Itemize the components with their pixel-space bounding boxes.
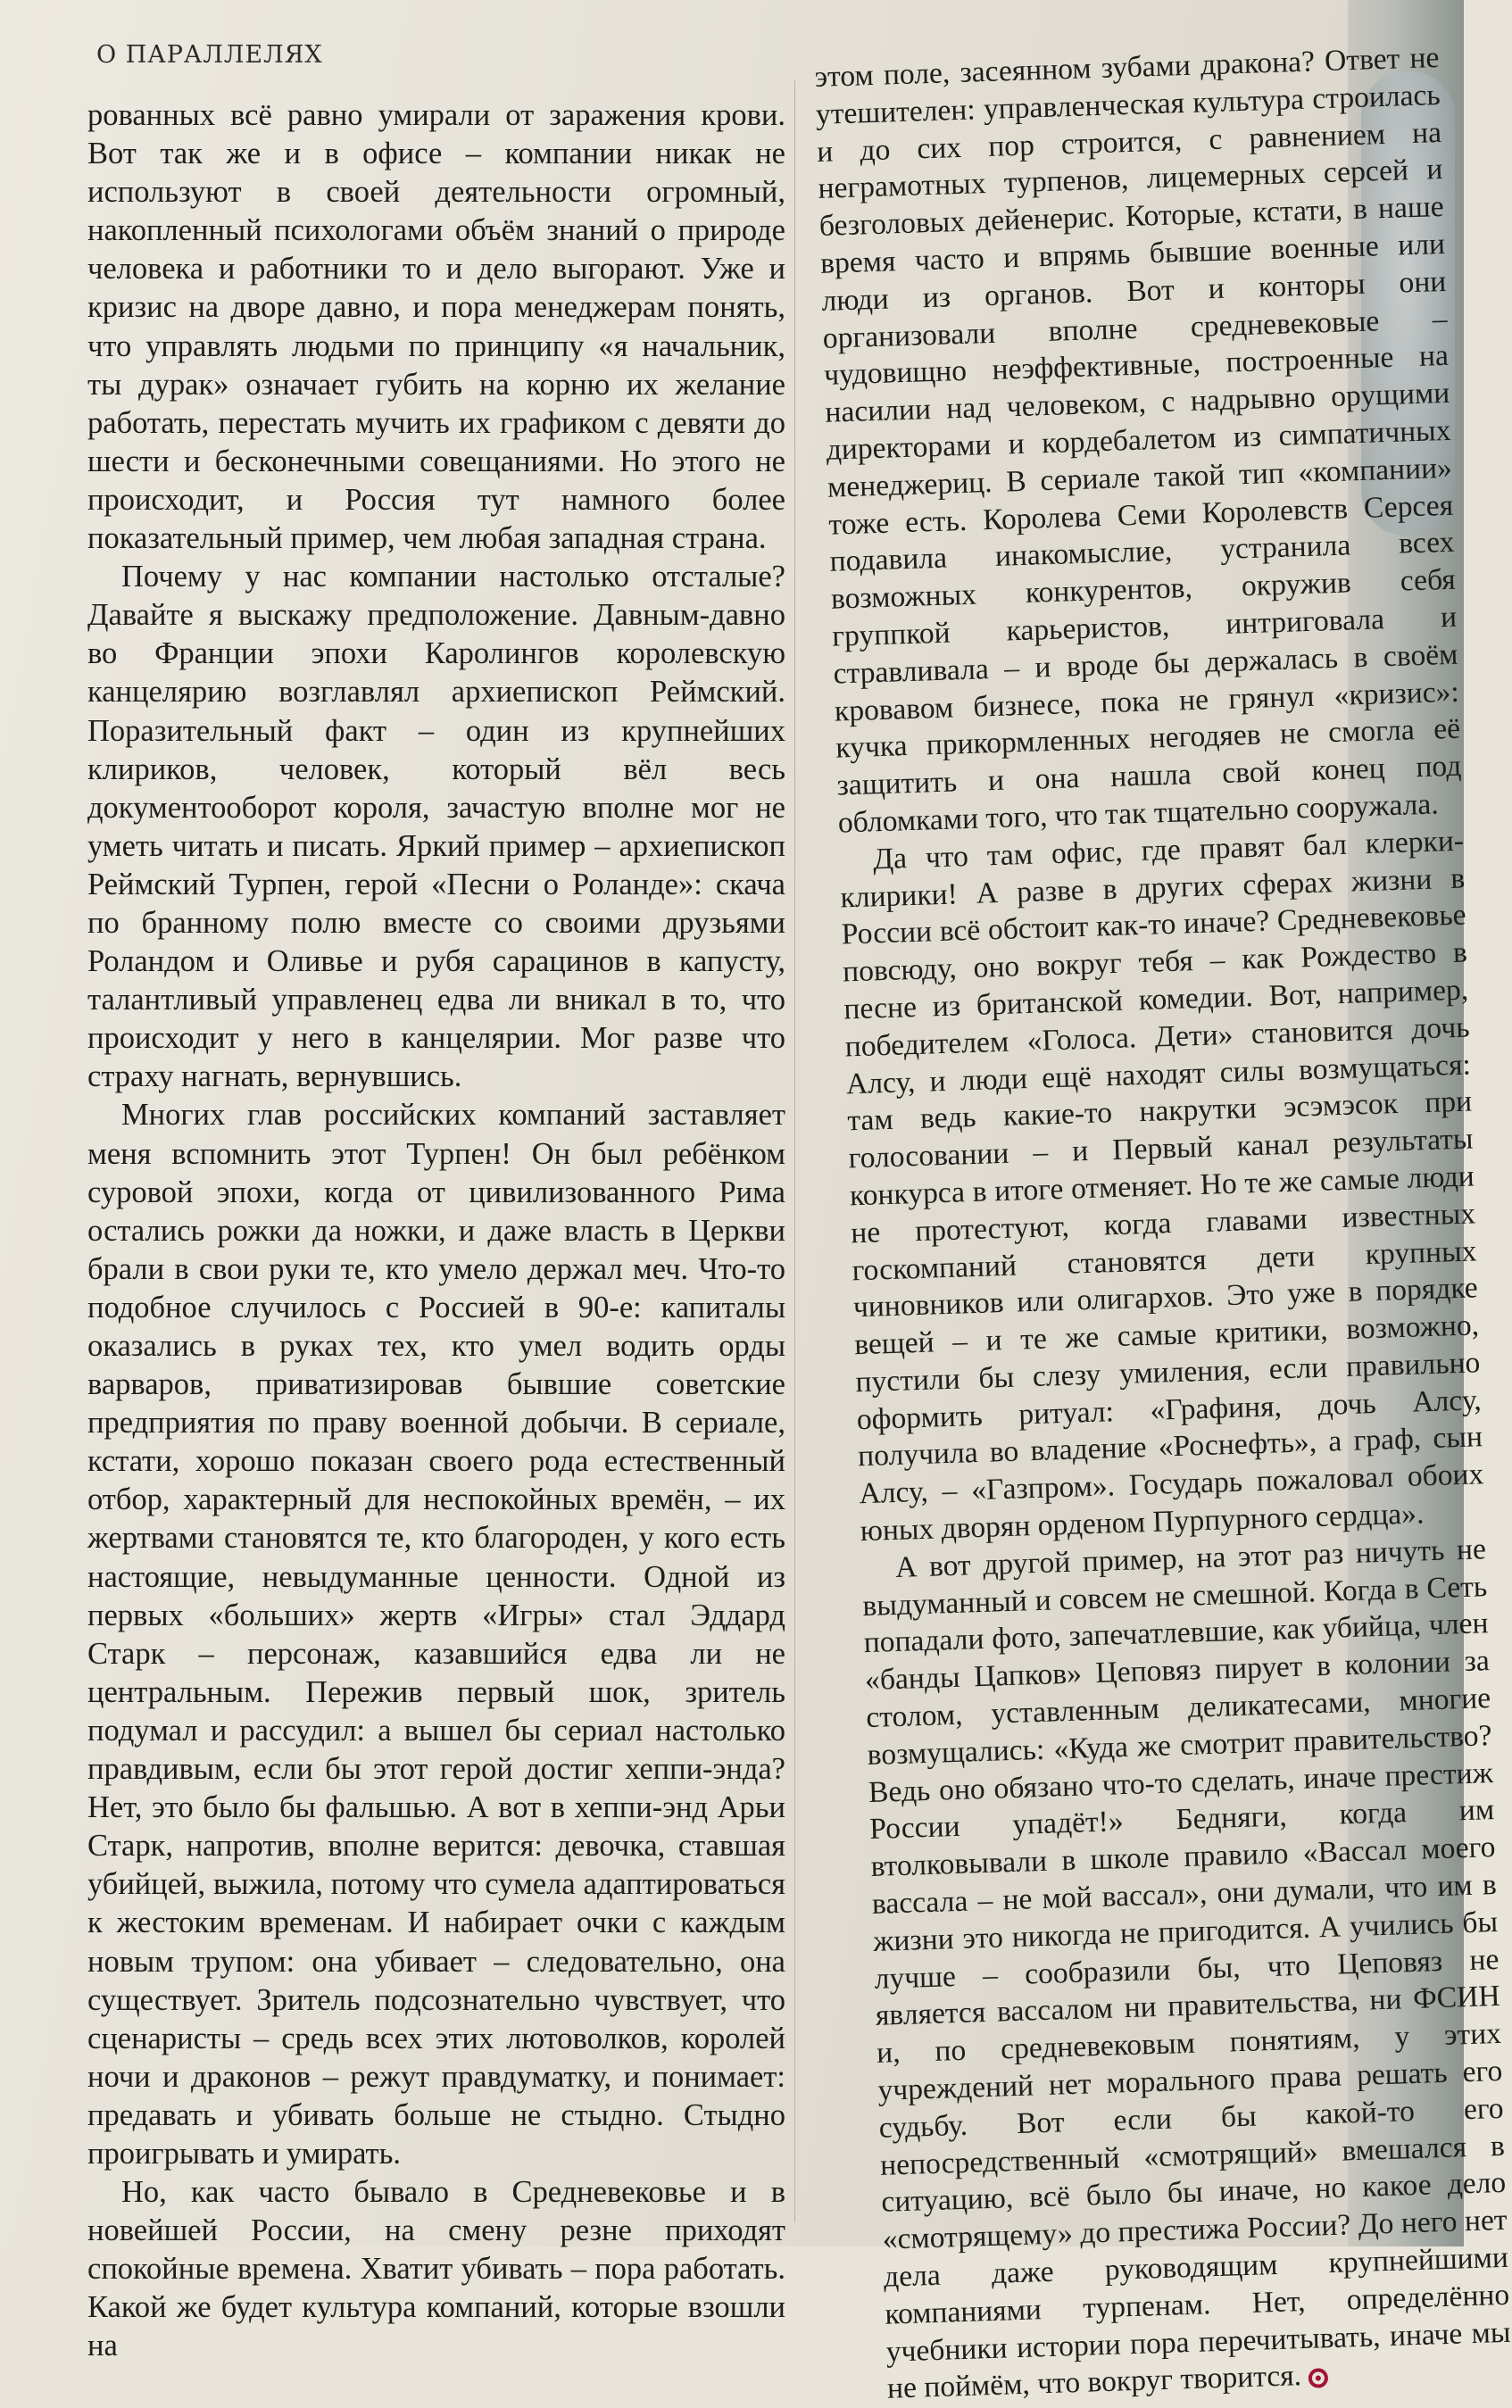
paragraph: Почему у нас компании настолько отсталые? Давайте я выскажу предположение. Давным-давно во Франции эпохи Каролингов королевскую канцелярию возглавлял архиепископ Реймский. Поразительный факт – один из крупнейших клириков, человек, который вёл весь документооборот короля, зачастую вполне мог не уметь читать и писать. Яркий пример – архиепископ Реймский Турпен, герой «Песни о Роланде»: скача по бранному полю вместе со своими друзьями Роландом и Оливье и рубя сарацинов в капусту, талантливый управленец едва ли вникал в то, что происходит у него в канцелярии. Мог разве что страху нагнать, вернувшись. (87, 560, 785, 1094)
paragraph-text: А вот другой пример, на этот раз ничуть не выдуманный и совсем не смешной. Когда в Сеть попадали фото, запечатлевшие, как убийца, член «банды Цапков» Цеповяз пирует в колонии за столом, уставленным деликатесами, многие возмущались: «Куда же смотрит правительство? Ведь оно обязано что-то сделать, иначе престиж России упадёт!» Бедняги, когда им втолковывали в школе правило «Вассал моего вассала – не мой вассал», они думали, что им в жизни это никогда не пригодится. А учились бы лучше – сообразили бы, что Цеповяз не является вассалом ни правительства, ни ФСИН и, по средневековым понятиям, у этих учреждений нет морального права решать его судьбу. Вот если бы какой-то его непосредственный «смотрящий» вмешался в ситуацию, всё было бы иначе, но какое дело «смотрящему» до престижа России? До него нет дела даже руководящим крупнейшими компаниями турпенам. Нет, определённо учебники истории пора перечитывать, иначе мы не поймём, что вокруг творится. (861, 1532, 1511, 2406)
section-header: О ПАРАЛЛЕЛЯХ (96, 41, 323, 69)
circle-end-icon (1308, 2368, 1329, 2388)
paragraph: этом поле, засеянном зубами дракона? Ответ не утешителен: управленческая культура строилась и до сих пор строится, с равнением на неграмотных турпенов, лицемерных серсей и безголовых дейенерис. Которые, кстати, в наше время часто и впрямь бывшие военные или люди из органов. Вот и конторы они организовали вполне средневековые – чудовищно неэффективные, построенные на насилии над человеком, с надрывно орущими директорами и кордебалетом из симпатичных менеджериц. В сериале такой тип «компании» тоже есть. Королева Семи Королевств Серсея подавила инакомыслие, устранила всех возможных конкурентов, окружив себя группкой карьеристов, интриговала и стравливала – и вроде бы держалась в своём кровавом бизнесе, пока не грянул «кризис»: кучка прикормленных негодяев не смогла её защитить и она нашла свой конец под обломками того, что так тщательно сооружала. (814, 41, 1462, 840)
paragraph: Да что там офис, где правят бал клерки-клирики! А разве в других сферах жизни в России всё обстоит как-то иначе? Средневековье повсюду, оно вокруг тебя – как Рождество в песне из британской комедии. Вот, например, победителем «Голоса. Дети» становится дочь Алсу, и люди ещё находят силы возмущаться: там ведь какие-то накрутки эсэмэсок при голосовании – и Первый канал результаты конкурса в итоге отменяет. Но те же самые люди не протестуют, когда главами известных госкомпаний становятся дети крупных чиновников или олигархов. Это уже в порядке вещей – и те же самые критики, возможно, пустили бы слезу умиления, если правильно оформить ритуал: «Графиня, дочь Алсу, получила во владение «Роснефть», а граф, сын Алсу, – «Газпром». Государь пожаловал обоих юных дворян орденом Пурпурного сердца». (839, 824, 1484, 1549)
paragraph: Многих глав российских компаний заставляет меня вспомнить этот Турпен! Он был ребёнком суровой эпохи, когда от цивилизованного Рима остались рожки да ножки, и даже власть в Церкви брали в свои руки те, кто умело держал меч. Что-то подобное случилось с Россией в 90-е: капиталы оказались в руках тех, кто умел водить орды варваров, приватизировав бывшие советские предприятия по праву военной добычи. В сериале, кстати, хорошо показан своего рода естественный отбор, характерный для неспокойных времён, – их жертвами становятся те, кто благороден, у кого есть настоящие, невыдуманные ценности. Одной из первых «больших» жертв «Игры» стал Эддард Старк – персонаж, казавшийся едва ли не центральным. Пережив первый шок, зритель подумал и рассудил: а вышел бы сериал настолько правдивым, если бы этот герой достиг хеппи-энда? Нет, это было бы фальшью. А вот в хеппи-энд Арьи Старк, напротив, вполне верится: девочка, ставшая убийцей, выжила, потому что сумела адаптироваться к жестоким временам. И набирает очки с каждым новым трупом: она убивает – следовательно, она существует. Зритель подсознательно чувствует, что сценаристы – средь всех этих лютоволков, королей ночи и драконов – режут правдуматку, и понимает: предавать и убивать больше не стыдно. Стыдно проигрывать и умирать. (87, 1098, 785, 2171)
column-divider (794, 80, 795, 2222)
left-column (87, 96, 785, 2366)
paragraph: Но, как часто бывало в Средневековье и в новейшей России, на смену резне приходят спокойные времена. Хватит убивать – пора работать. Какой же будет культура компаний, которые взошли на (87, 2175, 785, 2363)
paragraph: рованных всё равно умирали от заражения крови. Вот так же и в офисе – компании никак не используют в своей деятельности огромный, накопленный психологами объём знаний о природе человека и работники то и дело выгорают. Уже и кризис на дворе давно, и пора менеджерам понять, что управлять людьми по принципу «я начальник, ты дурак» означает губить на корню их желание работать, перестать мучить их графиком с девяти до шести и бесконечными совещаниями. Но этого не происходит, и Россия тут намного более показательный пример, чем любая западная страна. (87, 98, 785, 556)
right-column (814, 39, 1512, 2408)
paragraph-last (861, 1531, 1512, 2408)
